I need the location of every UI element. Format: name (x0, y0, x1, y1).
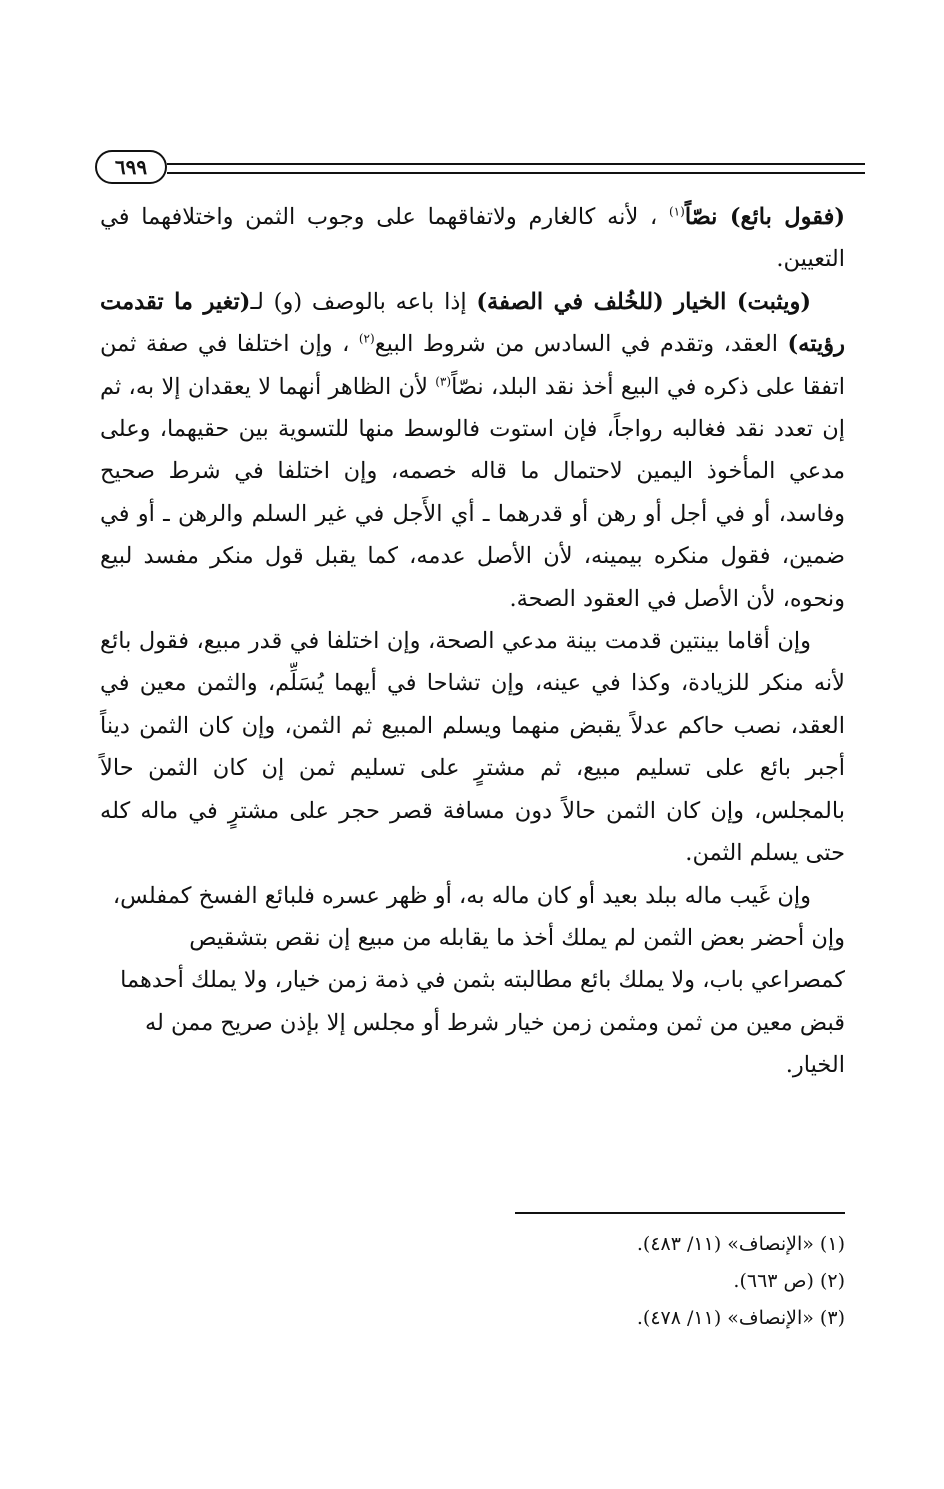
footnote-ref-1: (١) (668, 204, 685, 219)
page-number-badge (95, 150, 167, 184)
commentary-text: ، لأنه كالغارم ولاتفاقهما على وجوب الثمن واختلافهما في التعيين. (100, 204, 845, 273)
paragraph-1 (100, 196, 845, 281)
matn-text: (للخُلف في الصفة) (476, 288, 664, 315)
footnote-1: (١) «الإنصاف» (١١/ ٤٨٣). (636, 1233, 845, 1255)
paragraph-3: وإن أقاما بينتين قدمت بينة مدعي الصحة، وإن اختلفا في قدر مبيع، فقول بائع لأنه منكر للزيادة، وكذا في عينه، وإن تشاحا في أيهما يُسَلِّم، والثمن معين في العقد، نصب حاكم عدلاً يقبض منهما ويسلم المبيع ثم الثمن، وإن كان الثمن ديناً أجبر بائع على تسليم مبيع، ثم مشترٍ على تسليم ثمن إن كان الثمن حالاً بالمجلس، وإن كان الثمن حالاً دون مسافة قصر حجر على مشترٍ في ماله كله حتى يسلم الثمن. (100, 628, 845, 867)
footnote-2: (٢) (ص ٦٦٣). (733, 1270, 845, 1292)
commentary-text: العقد، وتقدم في السادس من شروط البيع (374, 331, 788, 358)
header-double-rule (167, 163, 865, 174)
page-number: ٦٩٩ (114, 155, 148, 179)
page-header (95, 150, 865, 186)
paragraph-4: وإن غَيب ماله ببلد بعيد أو كان ماله به، أو ظهر عسره فلبائع الفسخ كمفلس، وإن أحضر بعض الثمن لم يملك أخذ ما يقابله من مبيع إن نقص بتشقيص كمصراعي باب، ولا يملك بائع مطالبته بثمن في ذمة زمن خيار، ولا يملك أحدهما قبض معين من ثمن ومثمن زمن خيار شرط أو مجلس إلا بإذن صريح ممن له الخيار. (112, 882, 845, 1079)
footnote-ref-2: (٢) (358, 331, 375, 346)
commentary-text: ، وإن اختلفا في صفة ثمن اتفقا على ذكره في البيع أخذ نقد البلد، نصّاً (100, 331, 845, 400)
footnotes (300, 1226, 845, 1337)
footnote-ref-3: (٣) (435, 374, 452, 389)
matn-text: (تغير ما تقدمت رؤيته) (100, 288, 845, 358)
main-text (100, 196, 845, 1087)
matn-text: (ويثبت) الخيار (663, 288, 811, 315)
commentary-text: إذا باعه بالوصف (و) لـ (250, 288, 477, 315)
footnote-3: (٣) «الإنصاف» (١١/ ٤٧٨). (636, 1307, 845, 1329)
footnote-separator (515, 1212, 845, 1214)
paragraph-2 (100, 281, 845, 620)
matn-text: (فقول بائع) نصّاً (684, 204, 845, 230)
commentary-text: لأن الظاهر أنهما لا يعقدان إلا به، ثم إن تعدد نقد فغالبه رواجاً، فإن استوت فالوسط منها للتسوية بين حقيهما، وعلى مدعي المأخوذ اليمين لاحتمال ما قاله خصمه، وإن اختلفا في شرط صحيح وفاسد، أو في أجل أو رهن أو قدرهما ـ أي الأَجل في غير السلم والرهن ـ أو في ضمين، فقول منكره بيمينه، لأن الأصل عدمه، كما يقبل قول منكر مفسد لبيع ونحوه، لأن الأصل في العقود الصحة. (100, 373, 845, 612)
